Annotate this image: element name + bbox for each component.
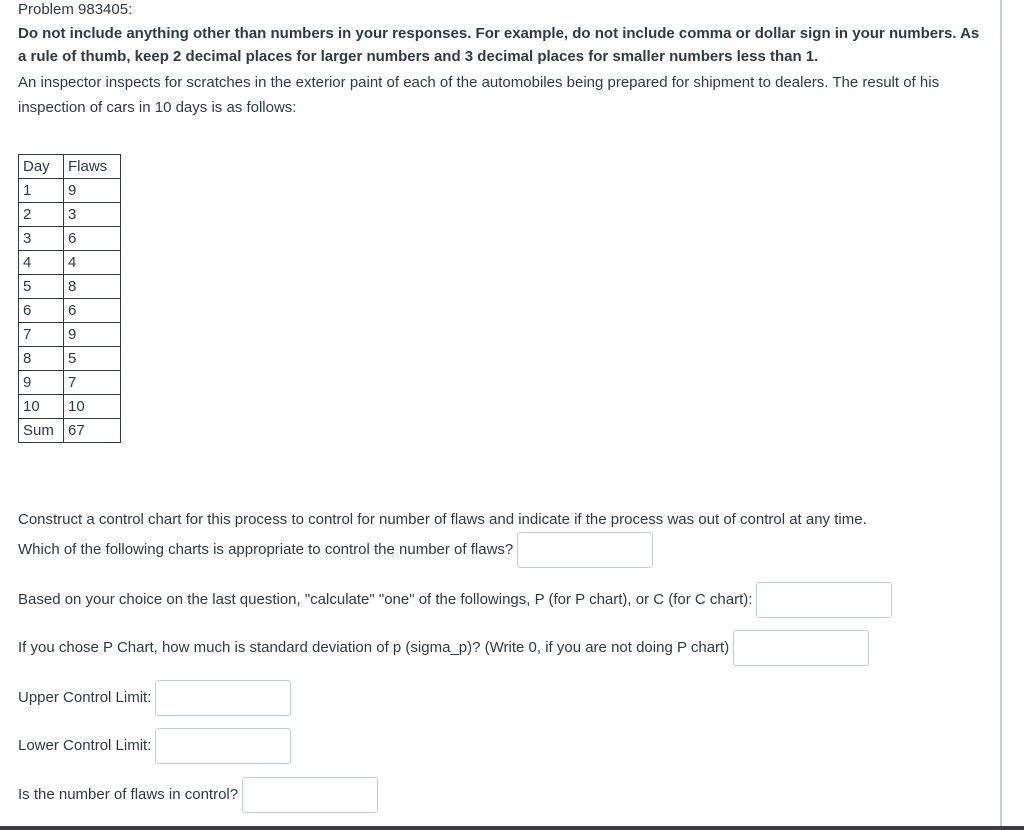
question-calculate [18, 582, 892, 618]
instructions-text: Do not include anything other than numbers in your responses. For example, do not include comma or dollar sign in your numbers. As a rule of thumb, keep 2 decimal places for larger numbers and 3 decimal places for smaller numbers less than 1. [18, 25, 980, 65]
table-cell-flaws: 4 [64, 251, 121, 275]
ucl-input[interactable] [155, 680, 291, 716]
table-row [19, 275, 121, 299]
table-cell-day: 5 [19, 275, 64, 299]
construct-instruction [18, 510, 867, 530]
table-header-row [19, 155, 121, 179]
ucl-label: Upper Control Limit: [18, 689, 152, 706]
lcl-label: Lower Control Limit: [18, 737, 152, 754]
table-cell-flaws: 9 [64, 323, 121, 347]
chart-type-input[interactable] [517, 532, 653, 568]
problem-intro-text: An inspector inspects for scratches in the exterior paint of each of the automobiles being prepared for shipment to dealers. The result of his inspection of cars in 10 days is as follows: [18, 74, 940, 116]
table-cell-day: 1 [19, 179, 64, 203]
table-cell-flaws: 7 [64, 371, 121, 395]
question-chart-type [18, 532, 653, 568]
chart-type-label: Which of the following charts is appropriate to control the number of flaws? [18, 541, 514, 558]
sigma-p-label: If you chose P Chart, how much is standard deviation of p (sigma_p)? (Write 0, if you are not doing P chart) [18, 639, 730, 656]
bottom-border [0, 826, 1024, 830]
table-row [19, 227, 121, 251]
table-cell-flaws: 10 [64, 395, 121, 419]
table-sum-row [19, 419, 121, 443]
table-cell-day: 10 [19, 395, 64, 419]
table-cell-day: 2 [19, 203, 64, 227]
table-cell-flaws: 8 [64, 275, 121, 299]
table-cell-day: 3 [19, 227, 64, 251]
calculate-label: Based on your choice on the last question, "calculate" "one" of the followings, P (for P chart), or C (for C chart): [18, 591, 753, 608]
table-row [19, 203, 121, 227]
table-cell-day: 7 [19, 323, 64, 347]
question-lcl [18, 728, 291, 764]
table-cell-flaws: 6 [64, 227, 121, 251]
table-header-day: Day [19, 155, 64, 179]
calculate-input[interactable] [756, 582, 892, 618]
table-row [19, 347, 121, 371]
table-header-flaws: Flaws [64, 155, 121, 179]
table-cell-day: 9 [19, 371, 64, 395]
table-cell-sum-label: Sum [19, 419, 64, 443]
lcl-input[interactable] [155, 728, 291, 764]
sigma-p-input[interactable] [733, 630, 869, 666]
table-cell-flaws: 6 [64, 299, 121, 323]
table-cell-day: 4 [19, 251, 64, 275]
table-cell-flaws: 5 [64, 347, 121, 371]
table-row [19, 179, 121, 203]
table-row [19, 323, 121, 347]
in-control-label: Is the number of flaws in control? [18, 786, 239, 803]
problem-id: Problem 983405: [18, 1, 133, 18]
table-row [19, 299, 121, 323]
table-cell-day: 8 [19, 347, 64, 371]
table-cell-flaws: 9 [64, 179, 121, 203]
question-sigma-p [18, 630, 869, 666]
question-ucl [18, 680, 291, 716]
in-control-input[interactable] [242, 777, 378, 813]
table-cell-flaws: 3 [64, 203, 121, 227]
flaws-table [18, 154, 121, 443]
construct-text: Construct a control chart for this process to control for number of flaws and indicate if the process was out of control at any time. [18, 511, 867, 529]
table-row [19, 371, 121, 395]
table-cell-day: 6 [19, 299, 64, 323]
table-row [19, 251, 121, 275]
table-cell-sum-value: 67 [64, 419, 121, 443]
table-row [19, 395, 121, 419]
question-in-control [18, 777, 378, 813]
